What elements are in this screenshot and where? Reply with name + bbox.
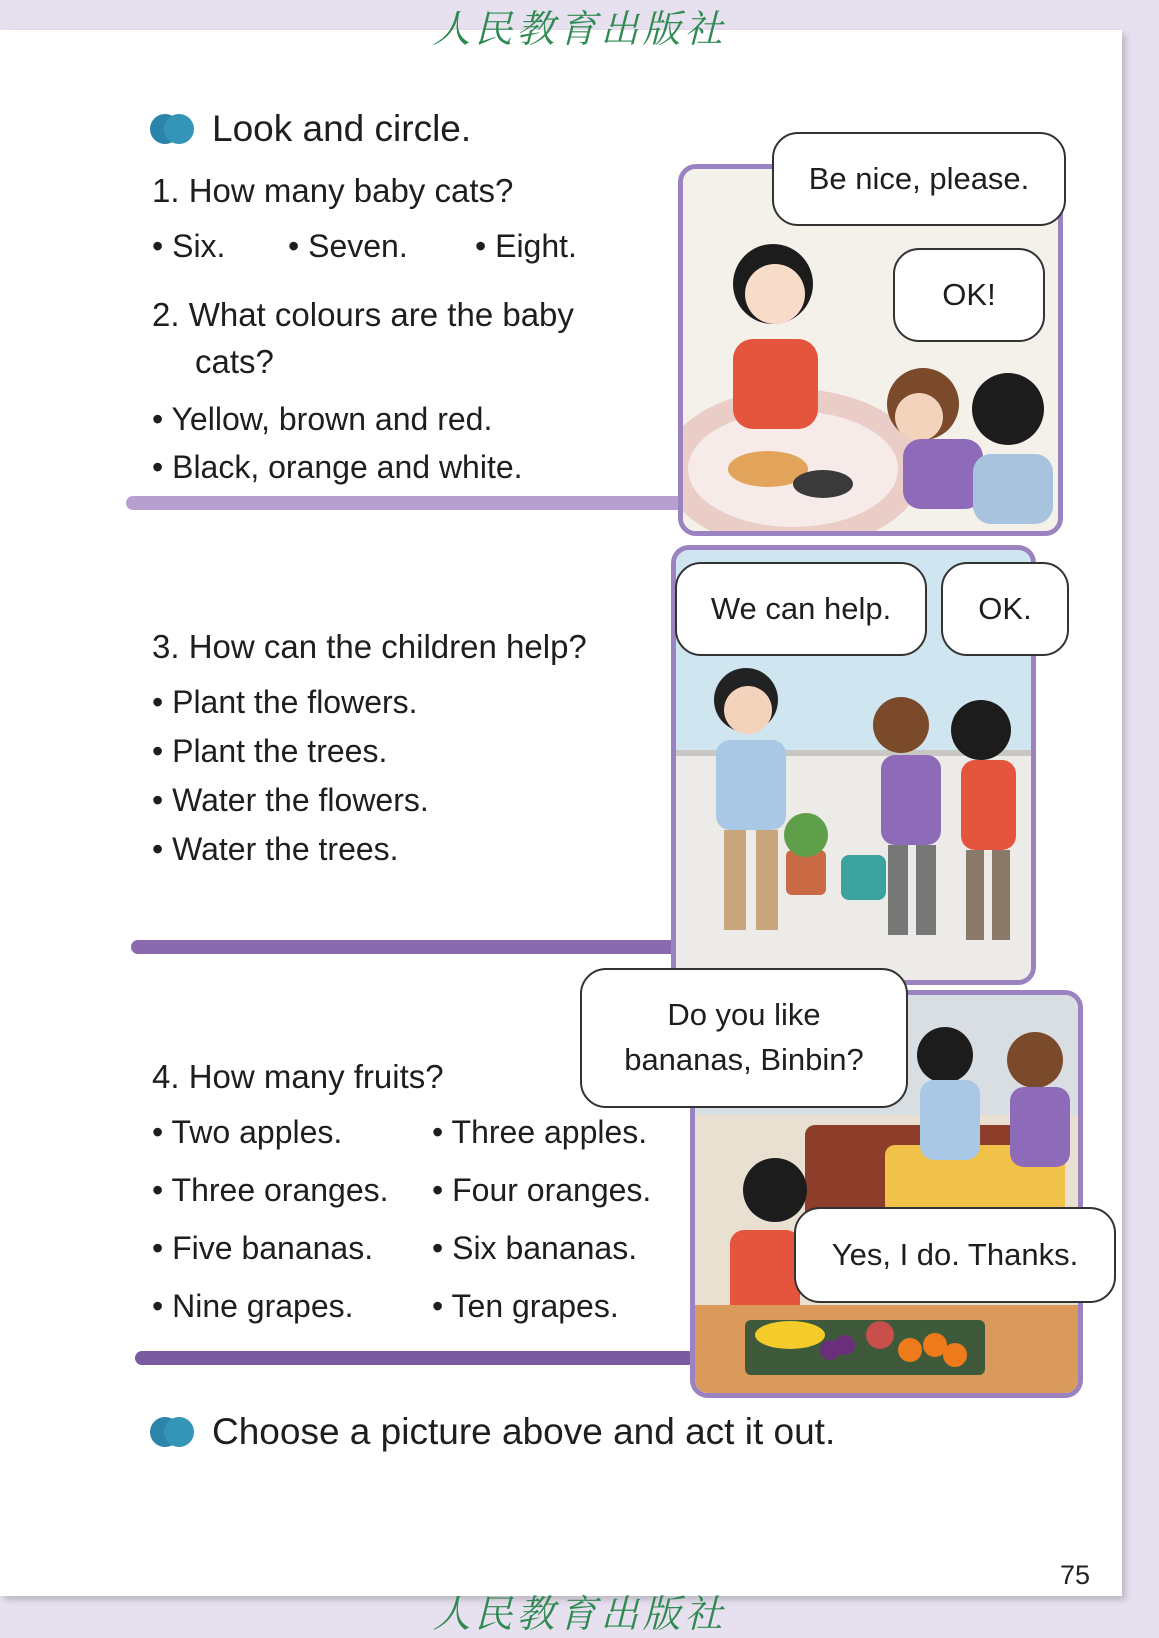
question-1: 1. How many baby cats? xyxy=(152,172,514,209)
q4-option-ten-grapes[interactable]: • Ten grapes. xyxy=(432,1288,619,1324)
bullet-dots-icon xyxy=(150,114,194,144)
q4-option-four-oranges[interactable]: • Four oranges. xyxy=(432,1172,652,1208)
q4-option-six-bananas[interactable]: • Six bananas. xyxy=(432,1230,638,1266)
heading-text: Look and circle. xyxy=(212,108,472,149)
question-3: 3. How can the children help? xyxy=(152,628,587,665)
bubble-line-1: Do you like xyxy=(667,997,821,1033)
speech-bubble-do-you-like-bananas xyxy=(580,968,908,1108)
q4-option-three-oranges[interactable]: • Three oranges. xyxy=(152,1172,389,1208)
section-divider-1 xyxy=(126,496,686,510)
section-divider-3 xyxy=(135,1351,695,1365)
bullet-dots-icon xyxy=(150,1417,194,1447)
question-2-line2: cats? xyxy=(195,343,274,380)
q4-option-three-apples[interactable]: • Three apples. xyxy=(432,1114,648,1150)
question-2-line1: 2. What colours are the baby xyxy=(152,296,574,333)
q3-option-plant-flowers[interactable]: • Plant the flowers. xyxy=(152,684,418,720)
section-heading-look-and-circle xyxy=(150,108,471,150)
bubble-line-2: bananas, Binbin? xyxy=(624,1042,864,1077)
q4-option-five-bananas[interactable]: • Five bananas. xyxy=(152,1230,374,1266)
q3-option-water-trees[interactable]: • Water the trees. xyxy=(152,831,399,867)
heading-text: Choose a picture above and act it out. xyxy=(212,1411,836,1452)
q1-option-seven[interactable]: • Seven. xyxy=(288,228,408,264)
section-heading-act-it-out xyxy=(150,1411,835,1453)
q4-option-two-apples[interactable]: • Two apples. xyxy=(152,1114,343,1150)
q2-option-b[interactable]: • Black, orange and white. xyxy=(152,449,523,485)
speech-bubble-yes-i-do: Yes, I do. Thanks. xyxy=(794,1207,1116,1303)
q3-option-plant-trees[interactable]: • Plant the trees. xyxy=(152,733,388,769)
speech-bubble-be-nice: Be nice, please. xyxy=(772,132,1066,226)
q1-option-six[interactable]: • Six. xyxy=(152,228,226,264)
q2-option-a[interactable]: • Yellow, brown and red. xyxy=(152,401,493,437)
q3-option-water-flowers[interactable]: • Water the flowers. xyxy=(152,782,429,818)
section-divider-2 xyxy=(131,940,691,954)
publisher-watermark-bottom: 人民教育出版社 xyxy=(432,1592,727,1636)
question-4: 4. How many fruits? xyxy=(152,1058,444,1095)
q4-option-nine-grapes[interactable]: • Nine grapes. xyxy=(152,1288,354,1324)
publisher-watermark-top: 人民教育出版社 xyxy=(432,7,727,51)
speech-bubble-ok: OK. xyxy=(941,562,1069,656)
q1-option-eight[interactable]: • Eight. xyxy=(475,228,577,264)
page-number: 75 xyxy=(1060,1560,1091,1590)
speech-bubble-ok-exclaim: OK! xyxy=(893,248,1045,342)
speech-bubble-we-can-help: We can help. xyxy=(675,562,927,656)
